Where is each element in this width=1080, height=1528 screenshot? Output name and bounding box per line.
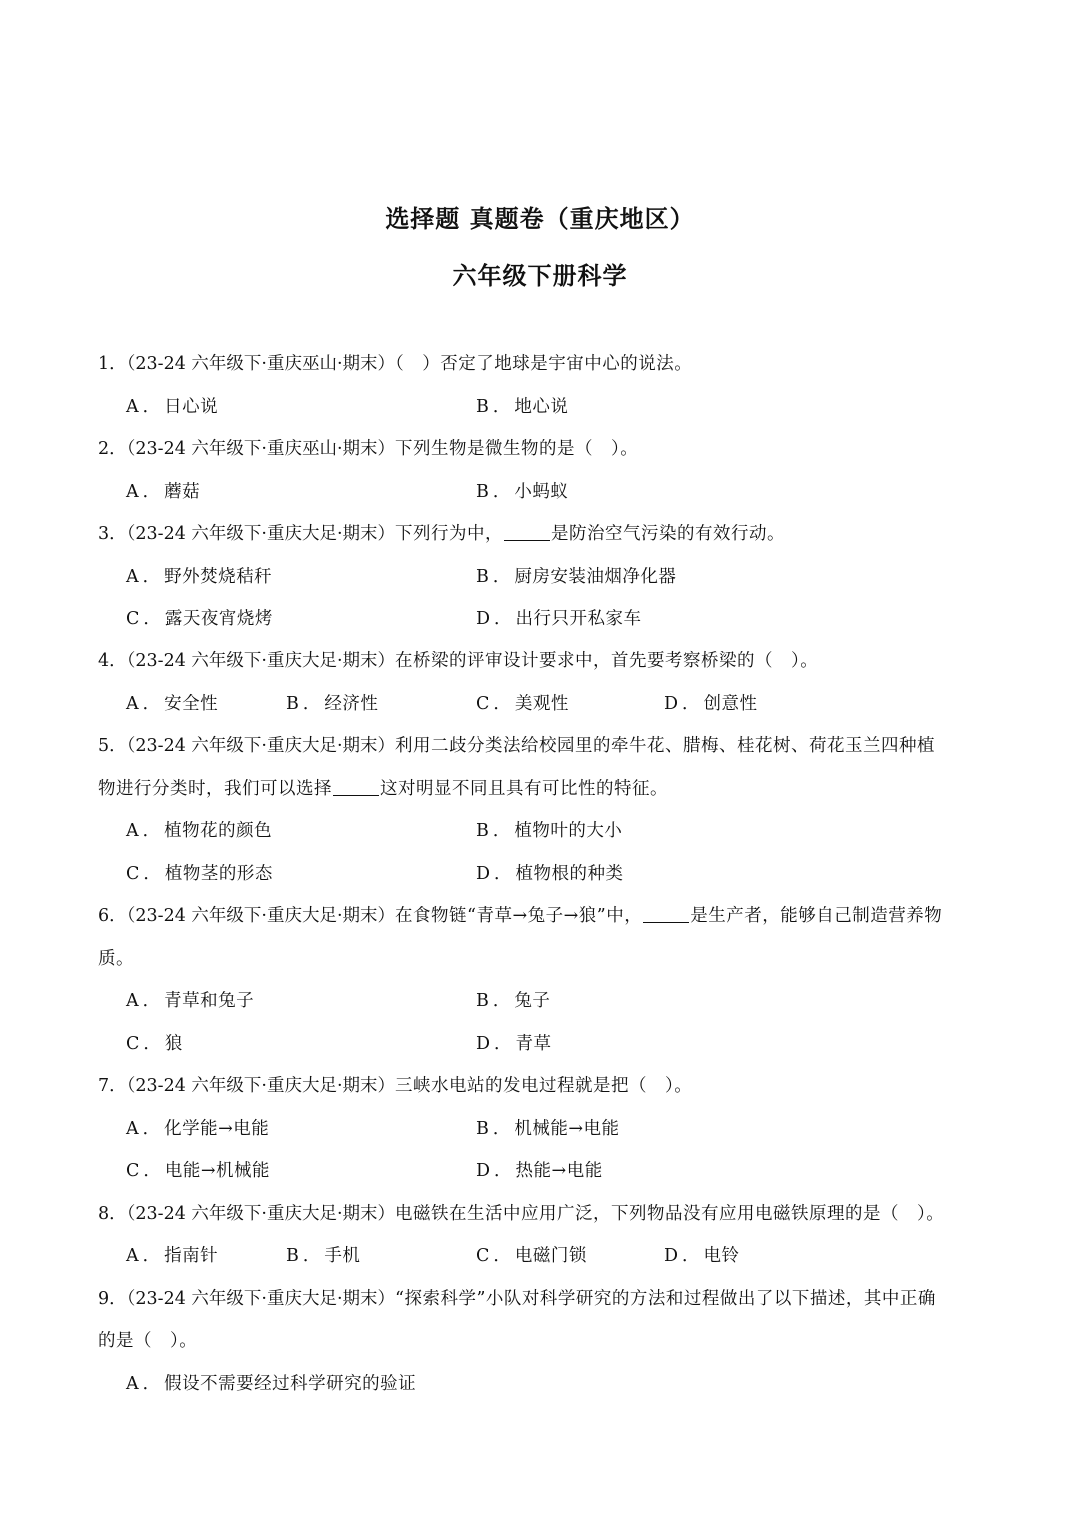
option-b: B．兔子 [476, 991, 551, 1011]
question-source: （23-24 六年级下·重庆巫山·期末） [126, 354, 396, 374]
question-number: 8． [98, 1204, 127, 1224]
question-source: （23-24 六年级下·重庆大足·期末） [126, 524, 396, 544]
question-source: （23-24 六年级下·重庆大足·期末） [126, 1076, 396, 1096]
question-text: 电磁铁在生活中应用广泛，下列物品没有应用电磁铁原理的是（ ）。 [395, 1204, 945, 1224]
option-b: B．经济性 [286, 694, 379, 714]
question-source: （23-24 六年级下·重庆大足·期末） [126, 1289, 396, 1309]
option-c: C．电磁门锁 [476, 1246, 587, 1266]
option-c: C．狼 [126, 1034, 183, 1054]
option-c: C．植物茎的形态 [126, 864, 273, 884]
question-number: 6． [98, 906, 127, 926]
page-subtitle: 六年级下册科学 [452, 262, 628, 290]
option-b: B．植物叶的大小 [476, 821, 623, 841]
option-a: A．指南针 [126, 1246, 219, 1266]
question-text: 三峡水电站的发电过程就是把（ ）。 [395, 1076, 693, 1096]
option-b: B．机械能→电能 [476, 1119, 620, 1139]
question-text: 下列生物是微生物的是（ ）。 [395, 439, 639, 459]
option-a: A．化学能→电能 [126, 1119, 270, 1139]
question-5: 5．（23-24 六年级下·重庆大足·期末）利用二歧分类法给校园里的牵牛花、腊梅、桂花树、荷花玉兰四种植 [98, 736, 936, 756]
answer-blank [333, 775, 379, 796]
question-number: 2． [98, 439, 127, 459]
question-text: 在桥梁的评审设计要求中，首先要考察桥梁的（ ）。 [395, 651, 819, 671]
question-9-continued: 的是（ ）。 [98, 1331, 198, 1351]
option-a: A．青草和兔子 [126, 991, 255, 1011]
option-a: A．植物花的颜色 [126, 821, 273, 841]
option-d: D．热能→电能 [476, 1161, 603, 1181]
option-d: D．出行只开私家车 [476, 609, 642, 629]
question-7 [98, 1072, 988, 1100]
option-d: D．植物根的种类 [476, 864, 624, 884]
question-number: 1． [98, 354, 127, 374]
answer-blank [504, 520, 550, 541]
option-a: A．蘑菇 [126, 482, 201, 502]
question-source: （23-24 六年级下·重庆大足·期末） [126, 736, 396, 756]
question-6: 6．（23-24 六年级下·重庆大足·期末）在食物链“青草→兔子→狼”中， 是生产者，能够自己制造营养物 [98, 902, 988, 930]
question-1 [98, 350, 988, 378]
page-title: 选择题 真题卷（重庆地区） [385, 205, 695, 233]
option-b: B．地心说 [476, 397, 569, 417]
question-source: （23-24 六年级下·重庆大足·期末） [126, 906, 396, 926]
option-c: C．电能→机械能 [126, 1161, 271, 1181]
question-number: 5． [98, 736, 127, 756]
option-a: A．野外焚烧秸秆 [126, 567, 273, 587]
question-number: 7． [98, 1076, 127, 1096]
option-a: A．安全性 [126, 694, 219, 714]
option-b: B．手机 [286, 1246, 361, 1266]
option-b: B．厨房安装油烟净化器 [476, 567, 677, 587]
question-source: （23-24 六年级下·重庆巫山·期末） [126, 439, 396, 459]
option-c: C．露天夜宵烧烤 [126, 609, 273, 629]
question-number: 4． [98, 651, 127, 671]
question-2 [98, 435, 988, 463]
question-number: 9． [98, 1289, 127, 1309]
answer-blank [643, 902, 689, 923]
option-c: C．美观性 [476, 694, 569, 714]
question-3: 3．（23-24 六年级下·重庆大足·期末）下列行为中， 是防治空气污染的有效行动。 [98, 520, 988, 548]
question-8 [98, 1200, 988, 1228]
question-4 [98, 647, 988, 675]
question-6-continued: 质。 [98, 949, 134, 969]
question-5-continued: 物进行分类时，我们可以选择 这对明显不同且具有可比性的特征。 [98, 775, 988, 803]
option-b: B．小蚂蚁 [476, 482, 569, 502]
option-d: D．创意性 [664, 694, 758, 714]
question-source: （23-24 六年级下·重庆大足·期末） [126, 1204, 396, 1224]
option-d: D．电铃 [664, 1246, 740, 1266]
option-a: A．假设不需要经过科学研究的验证 [126, 1374, 417, 1394]
question-number: 3． [98, 524, 127, 544]
option-d: D．青草 [476, 1034, 552, 1054]
question-source: （23-24 六年级下·重庆大足·期末） [126, 651, 396, 671]
question-9: 9．（23-24 六年级下·重庆大足·期末）“探索科学”小队对科学研究的方法和过程做出了以下描述，其中正确 [98, 1289, 936, 1309]
question-text: （ ）否定了地球是宇宙中心的说法。 [395, 354, 693, 374]
option-a: A．日心说 [126, 397, 219, 417]
